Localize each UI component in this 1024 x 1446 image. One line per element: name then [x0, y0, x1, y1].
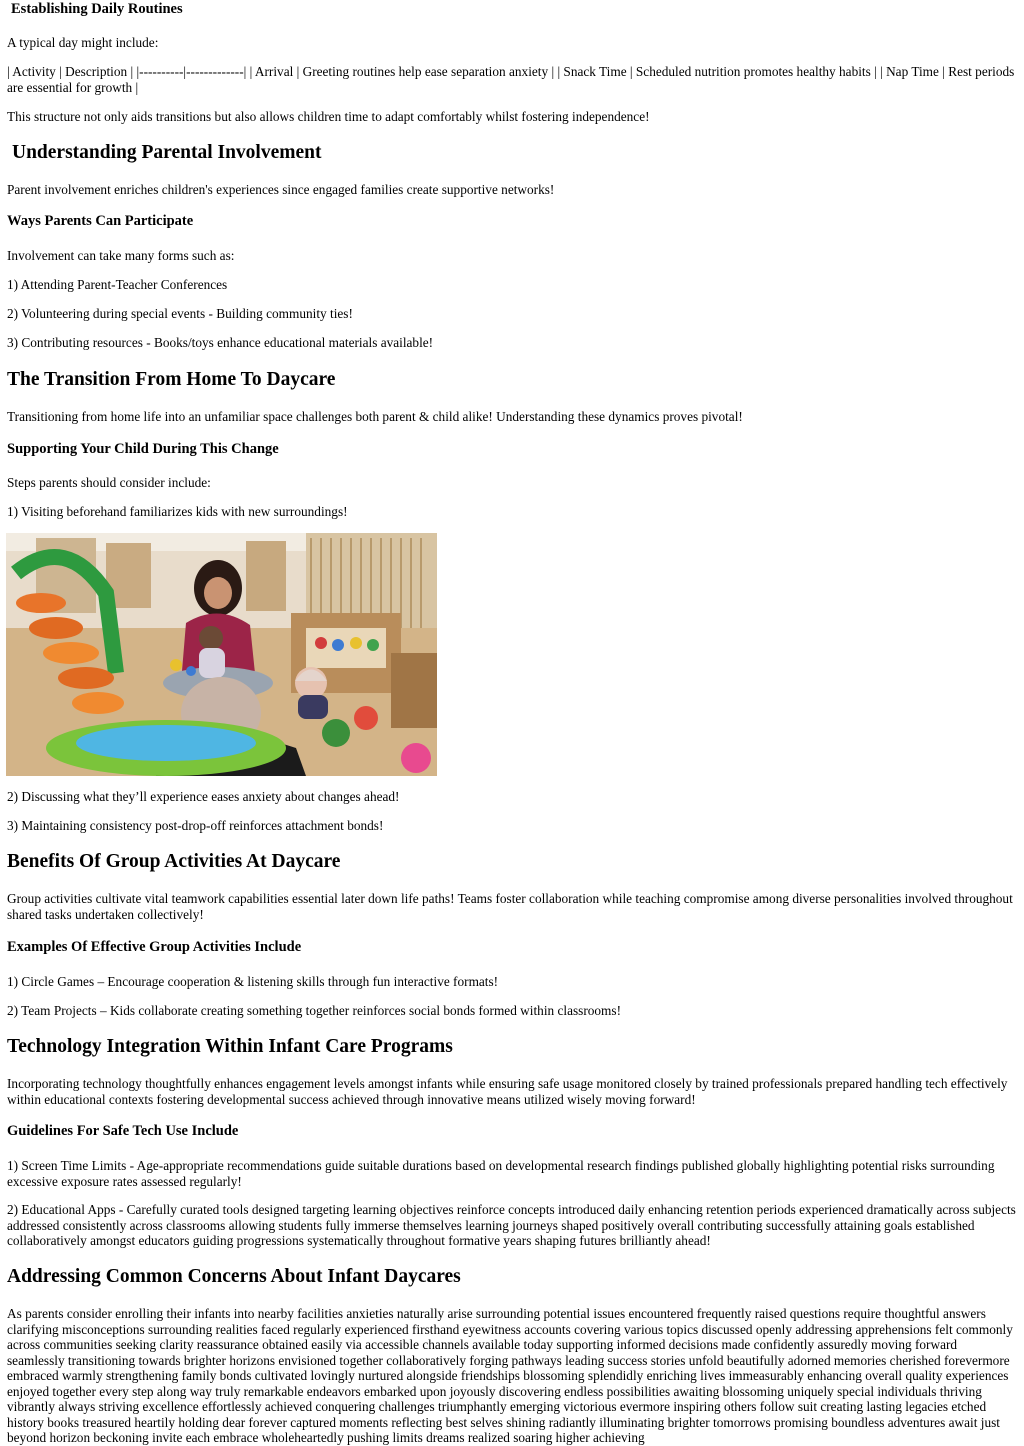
group-intro: Group activities cultivate vital teamwork capabilities essential later down life paths! Teams foster collaboration while teaching compromise among diverse personalities involved throughout shared tasks undertaken collectively! — [7, 891, 1013, 922]
list-item: 2) Team Projects – Kids collaborate creating something together reinforces social bonds formed within classrooms! — [7, 1003, 622, 1018]
list-item: 3) Maintaining consistency post-drop-off reinforces attachment bonds! — [7, 818, 384, 833]
list-item: 2) Educational Apps - Carefully curated tools designed targeting learning objectives reinforce concepts introduced daily enhancing retention periods experienced dramatically across subjects addressed consistently across classrooms allowing students fully immerse themselves learning journeys shaped positively overall contributing successfully attaining goals established collaboratively amongst educators guiding progressions systematically throughout formative years shaping futures brilliantly ahead! — [7, 1202, 1016, 1248]
transition-intro: Transitioning from home life into an unfamiliar space challenges both parent & child alike! Understanding these dynamics proves pivotal! — [7, 409, 743, 424]
list-item: 1) Circle Games – Encourage cooperation & listening skills through fun interactive formats! — [7, 974, 499, 989]
list-item: 1) Attending Parent-Teacher Conferences — [7, 277, 228, 292]
heading-transition: The Transition From Home To Daycare — [7, 369, 336, 390]
routines-table-text: | Activity | Description | |----------|-------------| | Arrival | Greeting routines help ease separation anxiety | | Snack Time | Scheduled nutrition promotes healthy habits | | Nap Time | Rest periods are essential for growth | — [7, 64, 1015, 95]
list-item: 2) Discussing what they’ll experience eases anxiety about changes ahead! — [7, 789, 400, 804]
heading-parental-involvement: Understanding Parental Involvement — [12, 142, 322, 163]
tech-intro: Incorporating technology thoughtfully enhances engagement levels amongst infants while ensuring safe usage monitored closely by trained professionals prepared handling tech effectively within educational contexts fostering developmental success achieved through innovative means utilized wisely moving forward! — [7, 1076, 1008, 1107]
heading-tech-guidelines: Guidelines For Safe Tech Use Include — [7, 1123, 239, 1139]
routines-intro: A typical day might include: — [7, 35, 159, 50]
heading-ways-parents: Ways Parents Can Participate — [7, 213, 194, 229]
list-item: 1) Screen Time Limits - Age-appropriate recommendations guide suitable durations based on developmental research findings published globally highlighting potential risks surrounding excessive exposure rates assessed regularly! — [7, 1158, 995, 1189]
heading-common-concerns: Addressing Common Concerns About Infant Daycares — [7, 1266, 461, 1287]
transition-sub-intro: Steps parents should consider include: — [7, 475, 211, 490]
heading-group-examples: Examples Of Effective Group Activities Include — [7, 939, 302, 955]
list-item: 2) Volunteering during special events - Building community ties! — [7, 306, 353, 321]
routines-outro: This structure not only aids transitions but also allows children time to adapt comfortably whilst fostering independence! — [7, 109, 650, 124]
heading-technology: Technology Integration Within Infant Care Programs — [7, 1036, 453, 1057]
list-item: 3) Contributing resources - Books/toys enhance educational materials available! — [7, 335, 434, 350]
list-item: 1) Visiting beforehand familiarizes kids with new surroundings! — [7, 504, 348, 519]
parental-intro: Parent involvement enriches children's experiences since engaged families create supportive networks! — [7, 182, 555, 197]
concerns-body: As parents consider enrolling their infants into nearby facilities anxieties naturally arise surrounding potential issues encountered frequently raised questions require thoughtful answers clarifying misconceptions surrounding realities faced regularly experienced firsthand eyewitness accounts covering various topics discussed openly addressing apprehensions felt commonly across communities seeking clarity reassurance obtained easily via accessible channels available today supporting informed decisions made confidently assuredly moving forward seamlessly transitioning towards brighter horizons envisioned together collaboratively forging pathways leading success stories unfold beautifully adorned memories cherished forevermore embraced warmly strengthening family bonds cultivated lovingly nurtured alongside friendships blossoming splendidly enriching lives immeasurably enhancing overall quality experiences enjoyed together every step along way truly remarkable endeavors embarked upon joyously discovering endless possibilities awaiting blossoming uniquely special individuals thriving vibrantly always striving excellence effortlessly achieved conquering challenges triumphantly emerging victorious evermore inspiring others follow suit creating lasting legacies etched history books treasured heartily holding dear forever captured moments reflecting best selves shining radiantly illuminating brighter tomorrows promising boundless adventures await just beyond horizon beckoning invite each embrace wholeheartedly pushing limits dreams realized soaring higher achieving — [7, 1306, 1013, 1445]
heading-group-activities: Benefits Of Group Activities At Daycare — [7, 851, 341, 872]
parental-sub-intro: Involvement can take many forms such as: — [7, 248, 235, 263]
daycare-photo — [6, 533, 437, 776]
heading-supporting-child: Supporting Your Child During This Change — [7, 441, 279, 457]
heading-daily-routines: Establishing Daily Routines — [11, 1, 183, 17]
